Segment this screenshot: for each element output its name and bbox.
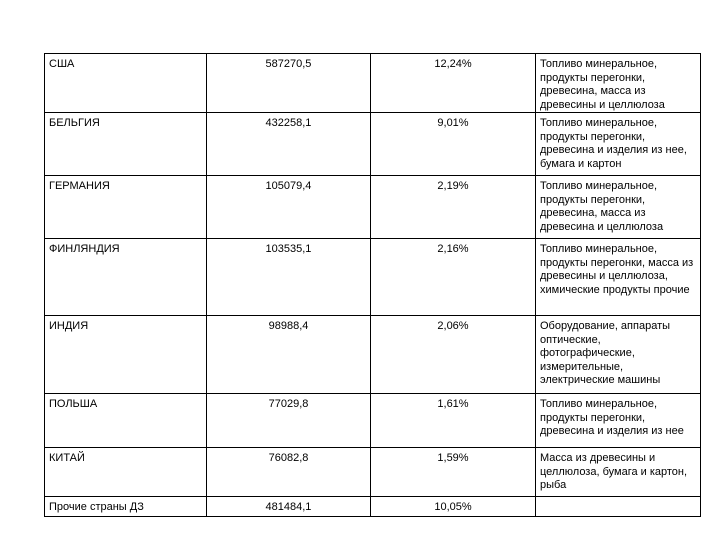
goods-cell: Топливо минеральное, продукты перегонки, древесина, масса из древесина и целлюлоза — [536, 176, 701, 239]
country-cell: ИНДИЯ — [45, 316, 207, 394]
share-cell: 1,59% — [371, 448, 536, 497]
table-row — [45, 113, 701, 176]
table-row — [45, 176, 701, 239]
table-row — [45, 54, 701, 113]
value-cell: 103535,1 — [207, 239, 371, 316]
country-cell: ГЕРМАНИЯ — [45, 176, 207, 239]
value-cell: 98988,4 — [207, 316, 371, 394]
table-row — [45, 239, 701, 316]
share-cell: 2,19% — [371, 176, 536, 239]
share-cell: 9,01% — [371, 113, 536, 176]
goods-cell: Топливо минеральное, продукты перегонки, древесина и изделия из нее — [536, 394, 701, 448]
goods-cell — [536, 497, 701, 517]
goods-cell: Оборудование, аппараты оптические, фотографические, измерительные, электрические машины — [536, 316, 701, 394]
country-cell: США — [45, 54, 207, 113]
country-cell: ФИНЛЯНДИЯ — [45, 239, 207, 316]
value-cell: 432258,1 — [207, 113, 371, 176]
value-cell: 105079,4 — [207, 176, 371, 239]
value-cell: 481484,1 — [207, 497, 371, 517]
share-cell: 2,06% — [371, 316, 536, 394]
value-cell: 587270,5 — [207, 54, 371, 113]
goods-cell: Топливо минеральное, продукты перегонки, древесина, масса из древесины и целлюлоза — [536, 54, 701, 113]
goods-cell: Масса из древесины и целлюлоза, бумага и картон, рыба — [536, 448, 701, 497]
share-cell: 12,24% — [371, 54, 536, 113]
country-cell: БЕЛЬГИЯ — [45, 113, 207, 176]
table-row — [45, 448, 701, 497]
value-cell: 77029,8 — [207, 394, 371, 448]
country-cell: КИТАЙ — [45, 448, 207, 497]
country-cell: Прочие страны ДЗ — [45, 497, 207, 517]
table-row — [45, 394, 701, 448]
table-row — [45, 497, 701, 517]
table-row — [45, 316, 701, 394]
share-cell: 10,05% — [371, 497, 536, 517]
share-cell: 2,16% — [371, 239, 536, 316]
goods-cell: Топливо минеральное, продукты перегонки, масса из древесины и целлюлоза, химические продукты прочие — [536, 239, 701, 316]
export-partners-table — [44, 53, 701, 517]
goods-cell: Топливо минеральное, продукты перегонки, древесина и изделия из нее, бумага и картон — [536, 113, 701, 176]
value-cell: 76082,8 — [207, 448, 371, 497]
country-cell: ПОЛЬША — [45, 394, 207, 448]
share-cell: 1,61% — [371, 394, 536, 448]
